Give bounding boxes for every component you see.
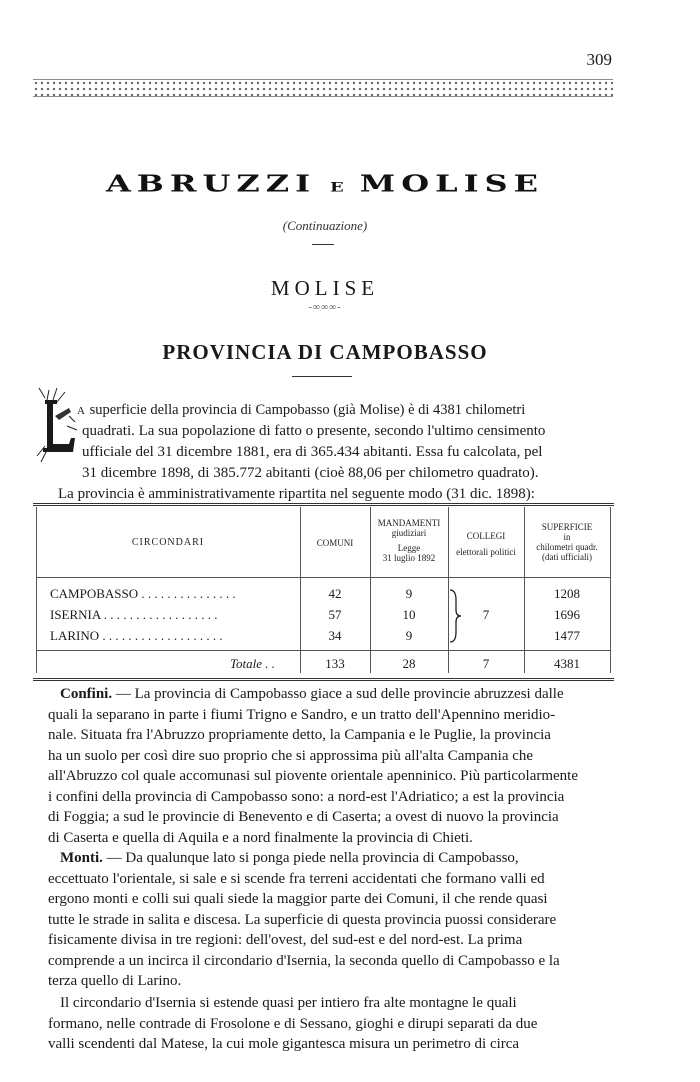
monti-line: terza quello di Larino. [48,973,182,989]
isernia-line: valli scendenti dal Matese, la cui mole gigantesca misura un perimetro di circa [48,1036,520,1052]
header-ornament-band [33,79,613,97]
intro-line: La provincia è amministrativamente ripartita nel seguente modo (31 dic. 1898): [58,486,535,502]
header-mandamenti-2: giudiziari [391,528,427,538]
province-rule [292,376,352,377]
header-mandamenti-1: MANDAMENTI [377,518,441,528]
title-rule [312,244,334,245]
confini-line: all'Abruzzo col quale accomunasi sul piovente orientale apenninico. Più particolarmente [48,768,579,784]
table-rule [36,650,611,651]
confini-line: ha un suolo per così dire suo proprio che si approssima più all'alta Campania che [48,747,534,764]
header-superficie-4: (dati ufficiali) [541,552,593,562]
header-superficie-3: chilometri quadr. [536,542,598,552]
total-superficie: 4381 [554,656,580,671]
header-superficie-1: SUPERFICIE [541,522,593,532]
province-title: PROVINCIA DI CAMPOBASSO [162,340,488,364]
title-molise: MOLISE [359,170,545,198]
intro-initial-small: A [77,405,86,417]
intro-line: 31 dicembre 1898, di 385.772 abitanti (cioè 88,06 per chilometro quadrato). [82,465,539,481]
table-row-superficie: 1208 [554,586,580,601]
monti-line: fisicamente divisa in tre regioni: dell'ovest, del sud-est e del nord-est. La prima [48,932,523,948]
table-row-superficie: 1477 [554,628,580,643]
table-row-comuni: 57 [328,607,342,622]
isernia-line: Il circondario d'Isernia si estende quasi per intiero fra alte montagne le quali [60,995,517,1011]
title-e: E [330,180,346,196]
table-row-comuni: 34 [328,628,342,643]
monti-line: ergono monti e colli sui quali siede la maggior parte dei Comuni, il che rende quasi [48,891,548,907]
title-abruzzi: ABRUZZI [105,170,317,198]
header-superficie-2: in [563,532,571,542]
table-rule [36,507,37,673]
monti-line [60,848,519,869]
table-row-name: LARINO . . . . . . . . . . . . . . . . . . . [50,628,223,643]
total-collegi: 7 [482,656,490,671]
confini-line-text: — La provincia di Campobasso giace a sud delle provincie abruzzesi dalle [112,686,564,702]
table-row-name: ISERNIA . . . . . . . . . . . . . . . . . . [50,607,218,622]
confini-line: quali la separano in parte i fiumi Trigno e Sandro, e un tratto dell'Apennino meridio- [48,706,556,723]
section-ornament: -∞∞∞- [308,302,342,313]
table-row-superficie: 1696 [554,607,580,622]
decorated-initial-icon [35,386,79,464]
monti-line: eccettuato l'orientale, si sale e si scende fra terreni accidentati che formano valli ed [48,870,545,887]
intro-line: quadrati. La sua popolazione di fatto o presente, secondo l'ultimo censimento [82,423,546,439]
header-collegi [448,531,524,557]
confini-line: di Foggia; a sud le provincie di Benevento e di Caserta; a ovest di nuovo la provincia [48,809,559,825]
header-collegi-1: COLLEGI [466,531,506,541]
confini-line: di Caserta e quella di Aquila e a nord finalmente la provincia di Chieti. [48,829,473,846]
chapter-title [0,170,650,197]
table-rule [36,577,611,578]
page-number: 309 [586,50,612,69]
table-row-comuni: 42 [328,586,342,601]
header-circondari: CIRCONDARI [131,537,205,548]
total-label: Totale . . [230,656,276,671]
monti-line: comprende a un incirca il circondario d'Isernia, la seconda quello di Campobasso e la [48,952,560,969]
table-row-mandamenti: 9 [405,586,413,601]
table-row-mandamenti: 9 [405,628,413,643]
header-mandamenti [370,518,448,563]
table-row-mandamenti: 10 [402,607,416,622]
header-mandamenti-4: 31 luglio 1892 [382,553,436,563]
header-superficie [524,522,610,562]
intro-line: ufficiale del 31 dicembre 1881, era di 365.434 abitanti. Essa fu calcolata, pel [82,444,543,460]
confini-line [60,684,564,705]
monti-heading: Monti. [60,850,103,866]
monti-line-text: — Da qualunque lato si ponga piede nella provincia di Campobasso, [102,850,519,866]
chapter-subtitle: (Continuazione) [282,218,368,233]
total-mandamenti: 28 [402,656,416,671]
monti-line: tutte le strade in salita e discesa. La superficie di questa provincia puossi considerare [48,911,557,928]
confini-line: i confini della provincia di Campobasso sono: a nord-est l'Adriatico; a est la provincia [48,788,565,805]
collegi-grouped: 7 [482,607,490,622]
confini-line: nale. Situata fra l'Abruzzo propriamente detto, la Campania e le Puglie, la provincia [48,727,551,743]
total-comuni: 133 [325,656,345,671]
confini-heading: Confini. [60,686,113,702]
intro-line [77,400,525,423]
header-collegi-2: elettorali politici [456,547,516,557]
header-mandamenti-3: Legge [397,543,421,553]
table-rule [610,507,611,673]
table-row-name: CAMPOBASSO . . . . . . . . . . . . . . . [50,586,236,601]
section-title: MOLISE [270,276,380,300]
header-comuni: COMUNI [316,538,354,548]
isernia-line: formano, nelle contrade di Frosolone e di Sessano, gioghi e dirupi separati da due [48,1015,538,1032]
intro-line-visible: superficie della provincia di Campobasso (già Molise) è di 4381 chilometri [85,402,526,418]
